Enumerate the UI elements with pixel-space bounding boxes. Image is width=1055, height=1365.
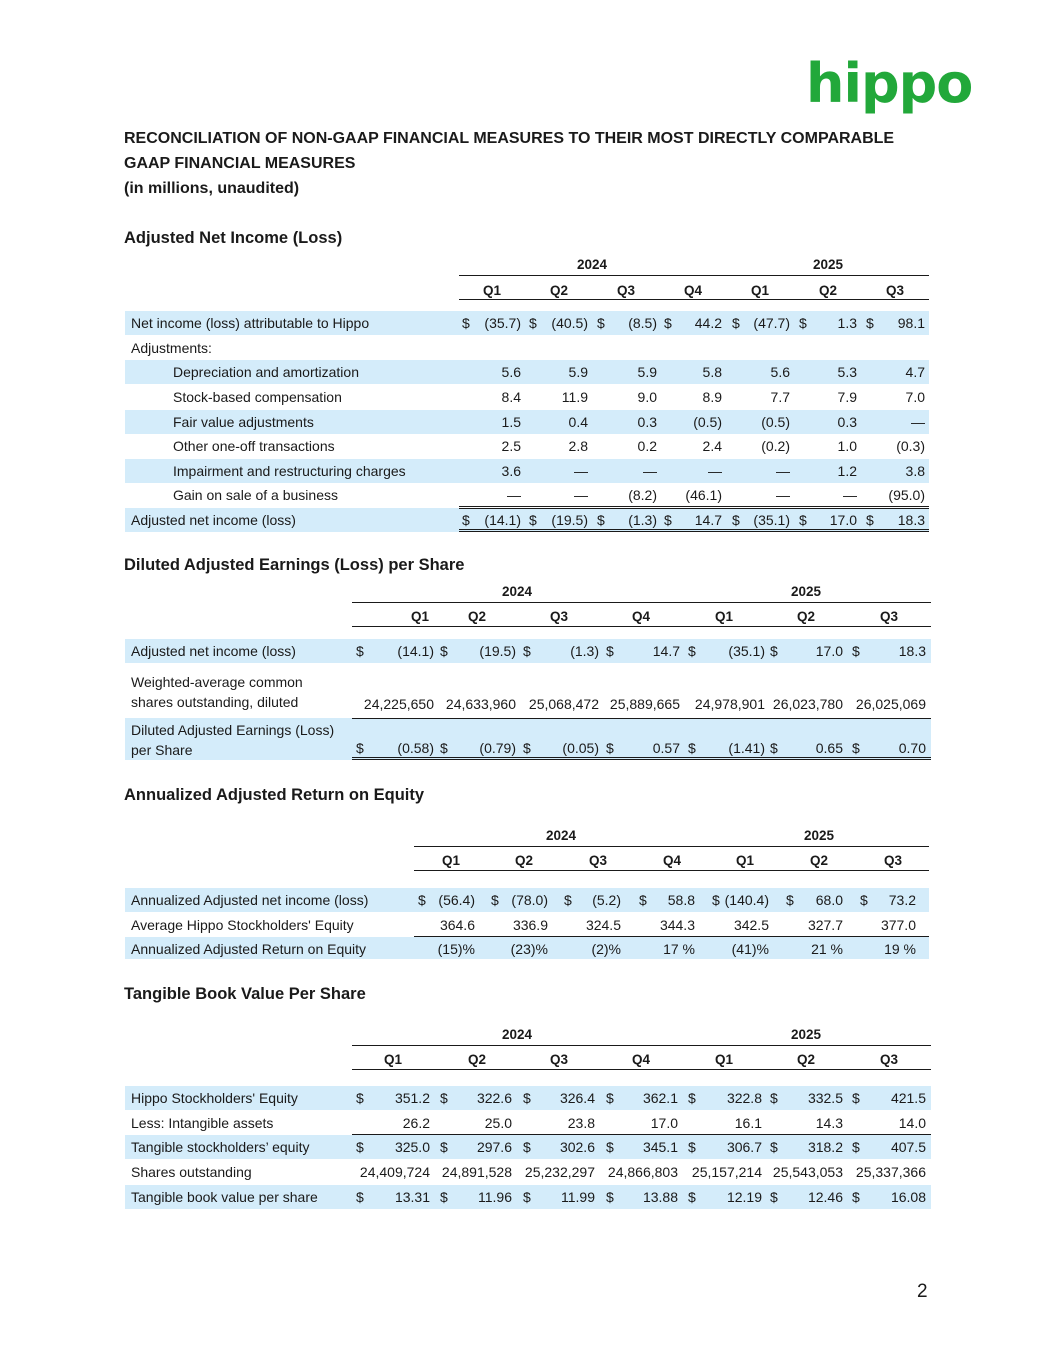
- header-rule: [352, 1069, 931, 1070]
- total-underline: [459, 508, 929, 509]
- value-cell: 98.1: [897, 315, 925, 331]
- value-cell: 14.7: [694, 512, 722, 528]
- value-cell: 26,025,069: [855, 696, 926, 712]
- table-row: [125, 434, 929, 458]
- value-cell: 345.1: [642, 1139, 678, 1155]
- table-row: [125, 718, 931, 760]
- value-cell: 0.57: [652, 740, 680, 756]
- value-cell: 0.4: [568, 414, 588, 430]
- dollar-sign: $: [688, 1090, 696, 1106]
- row-label: Stock-based compensation: [173, 389, 342, 405]
- dollar-sign: $: [440, 1090, 448, 1106]
- quarter-header: Q3: [588, 853, 607, 868]
- quarter-header: Q2: [467, 609, 486, 624]
- dollar-sign: $: [770, 643, 778, 659]
- dollar-sign: $: [597, 315, 605, 331]
- value-cell: (0.2): [761, 438, 790, 454]
- value-cell: 68.0: [815, 892, 843, 908]
- value-cell: 12.19: [726, 1189, 762, 1205]
- value-cell: 21 %: [811, 941, 843, 957]
- value-cell: 14.0: [898, 1115, 926, 1131]
- dollar-sign: $: [852, 1189, 860, 1205]
- value-cell: 7.7: [770, 389, 790, 405]
- table-row: [125, 1135, 931, 1159]
- row-label-line: Weighted-average common: [131, 674, 303, 690]
- value-cell: 18.3: [898, 643, 926, 659]
- dollar-sign: $: [529, 512, 537, 528]
- dollar-sign: $: [523, 1189, 531, 1205]
- dollar-sign: $: [770, 1139, 778, 1155]
- table-row: [125, 360, 929, 384]
- value-cell: —: [643, 463, 657, 479]
- row-label: Tangible stockholders’ equity: [131, 1139, 310, 1155]
- value-cell: 336.9: [512, 917, 548, 933]
- row-label: Hippo Stockholders' Equity: [131, 1090, 298, 1106]
- value-cell: 1.3: [837, 315, 857, 331]
- dollar-sign: $: [664, 512, 672, 528]
- table-row: [125, 385, 929, 409]
- row-label: Adjusted net income (loss): [131, 643, 296, 659]
- dollar-sign: $: [462, 512, 470, 528]
- double-underline: [352, 757, 931, 760]
- value-cell: (0.5): [693, 414, 722, 430]
- value-cell: (0.3): [896, 438, 925, 454]
- title-line-1: RECONCILIATION OF NON-GAAP FINANCIAL MEASURES TO THEIR MOST DIRECTLY COMPARABLE: [124, 130, 895, 147]
- table-row: [125, 483, 929, 507]
- dollar-sign: $: [529, 315, 537, 331]
- value-cell: 332.5: [807, 1090, 843, 1106]
- value-cell: 16.08: [890, 1189, 926, 1205]
- value-cell: 407.5: [890, 1139, 926, 1155]
- table-row: [125, 1086, 931, 1110]
- header-rule: [352, 626, 931, 627]
- value-cell: (78.0): [511, 892, 548, 908]
- dollar-sign: $: [356, 1189, 364, 1205]
- value-cell: 4.7: [905, 364, 925, 380]
- value-cell: 325.0: [394, 1139, 430, 1155]
- value-cell: 17 %: [663, 941, 695, 957]
- value-cell: 25.0: [484, 1115, 512, 1131]
- quarter-header: Q2: [467, 1052, 486, 1067]
- row-label: [131, 720, 334, 760]
- year-label: 2025: [790, 1027, 822, 1042]
- dollar-sign: $: [688, 643, 696, 659]
- value-cell: (0.79): [479, 740, 516, 756]
- value-cell: (14.1): [484, 512, 521, 528]
- row-label-line: shares outstanding, diluted: [131, 694, 299, 710]
- dollar-sign: $: [356, 1090, 364, 1106]
- row-label: Average Hippo Stockholders' Equity: [131, 917, 354, 933]
- value-cell: 24,866,803: [607, 1164, 678, 1180]
- dollar-sign: $: [770, 1090, 778, 1106]
- quarter-header: Q2: [549, 283, 568, 298]
- row-label: Shares outstanding: [131, 1164, 252, 1180]
- value-cell: 344.3: [659, 917, 695, 933]
- row-label: Net income (loss) attributable to Hippo: [131, 315, 370, 331]
- quarter-header: Q1: [714, 609, 733, 624]
- value-cell: 24,409,724: [359, 1164, 430, 1180]
- total-underline: [352, 718, 931, 719]
- table-row: [125, 937, 929, 959]
- value-cell: (5.2): [592, 892, 621, 908]
- value-cell: (1.41): [728, 740, 765, 756]
- value-cell: —: [843, 487, 857, 503]
- value-cell: (35.1): [753, 512, 790, 528]
- value-cell: 25,068,472: [528, 696, 599, 712]
- quarter-header: Q1: [482, 283, 501, 298]
- value-cell: (2)%: [591, 941, 621, 957]
- table-row: [125, 410, 929, 434]
- quarter-header: Q3: [549, 1052, 568, 1067]
- value-cell: 0.65: [815, 740, 843, 756]
- row-label: Annualized Adjusted net income (loss): [131, 892, 369, 908]
- header-rule: [459, 275, 929, 276]
- year-label: 2025: [803, 828, 835, 843]
- year-label: 2024: [501, 1027, 533, 1042]
- dollar-sign: $: [770, 1189, 778, 1205]
- value-cell: (41)%: [731, 941, 769, 957]
- value-cell: —: [574, 487, 588, 503]
- year-label: 2024: [501, 584, 533, 599]
- table-row: [125, 888, 929, 912]
- quarter-header: Q1: [383, 1052, 402, 1067]
- dollar-sign: $: [418, 892, 426, 908]
- dollar-sign: $: [732, 315, 740, 331]
- header-rule: [352, 1045, 931, 1046]
- value-cell: 306.7: [726, 1139, 762, 1155]
- value-cell: 302.6: [559, 1139, 595, 1155]
- value-cell: (1.3): [628, 512, 657, 528]
- value-cell: 327.7: [807, 917, 843, 933]
- table-row: [125, 639, 931, 663]
- value-cell: (0.5): [761, 414, 790, 430]
- value-cell: 25,232,297: [524, 1164, 595, 1180]
- value-cell: 25,157,214: [691, 1164, 762, 1180]
- dollar-sign: $: [799, 315, 807, 331]
- value-cell: 2.4: [702, 438, 722, 454]
- quarter-header: Q2: [796, 609, 815, 624]
- value-cell: —: [574, 463, 588, 479]
- value-cell: (14.1): [397, 643, 434, 659]
- value-cell: 19 %: [884, 941, 916, 957]
- value-cell: 18.3: [897, 512, 925, 528]
- quarter-header: Q3: [549, 609, 568, 624]
- value-cell: 5.9: [637, 364, 657, 380]
- value-cell: 58.8: [667, 892, 695, 908]
- value-cell: 24,978,901: [694, 696, 765, 712]
- value-cell: 3.6: [501, 463, 521, 479]
- value-cell: (95.0): [888, 487, 925, 503]
- quarter-header: Q4: [662, 853, 681, 868]
- value-cell: 324.5: [585, 917, 621, 933]
- dollar-sign: $: [606, 1090, 614, 1106]
- quarter-header: Q1: [714, 1052, 733, 1067]
- dollar-sign: $: [712, 892, 720, 908]
- value-cell: 326.4: [559, 1090, 595, 1106]
- dollar-sign: $: [440, 1189, 448, 1205]
- table-row: [125, 311, 929, 335]
- value-cell: (40.5): [551, 315, 588, 331]
- dollar-sign: $: [440, 1139, 448, 1155]
- section-title: Tangible Book Value Per Share: [124, 985, 366, 1003]
- document-title: [124, 126, 944, 201]
- value-cell: 25,543,053: [772, 1164, 843, 1180]
- row-label: Depreciation and amortization: [173, 364, 359, 380]
- value-cell: (19.5): [479, 643, 516, 659]
- value-cell: 8.4: [501, 389, 521, 405]
- row-label-line: per Share: [131, 742, 193, 758]
- quarter-header: Q1: [735, 853, 754, 868]
- dollar-sign: $: [852, 740, 860, 756]
- dollar-sign: $: [866, 315, 874, 331]
- dollar-sign: $: [639, 892, 647, 908]
- value-cell: 17.0: [650, 1115, 678, 1131]
- value-cell: 13.88: [642, 1189, 678, 1205]
- value-cell: 11.99: [561, 1189, 595, 1205]
- dollar-sign: $: [866, 512, 874, 528]
- header-rule: [352, 602, 931, 603]
- value-cell: 16.1: [734, 1115, 762, 1131]
- value-cell: —: [911, 414, 925, 430]
- value-cell: 3.8: [905, 463, 925, 479]
- dollar-sign: $: [688, 740, 696, 756]
- dollar-sign: $: [770, 740, 778, 756]
- row-label: Adjustments:: [131, 340, 212, 356]
- row-label: Adjusted net income (loss): [131, 512, 296, 528]
- dollar-sign: $: [606, 740, 614, 756]
- value-cell: 8.9: [702, 389, 722, 405]
- value-cell: (35.7): [484, 315, 521, 331]
- dollar-sign: $: [462, 315, 470, 331]
- double-underline: [459, 529, 929, 532]
- value-cell: 11.9: [561, 389, 588, 405]
- dollar-sign: $: [799, 512, 807, 528]
- value-cell: (23)%: [510, 941, 548, 957]
- value-cell: (1.3): [570, 643, 599, 659]
- value-cell: 25,337,366: [855, 1164, 926, 1180]
- value-cell: 5.6: [770, 364, 790, 380]
- section-title: Diluted Adjusted Earnings (Loss) per Share: [124, 556, 465, 574]
- value-cell: 297.6: [476, 1139, 512, 1155]
- table-row: [125, 670, 931, 716]
- value-cell: 5.3: [837, 364, 857, 380]
- dollar-sign: $: [860, 892, 868, 908]
- dollar-sign: $: [606, 1139, 614, 1155]
- value-cell: 5.6: [501, 364, 521, 380]
- quarter-header: Q1: [441, 853, 460, 868]
- value-cell: 24,633,960: [445, 696, 516, 712]
- dollar-sign: $: [732, 512, 740, 528]
- value-cell: 7.9: [837, 389, 857, 405]
- year-label: 2024: [576, 257, 608, 272]
- value-cell: (8.5): [628, 315, 657, 331]
- value-cell: (47.7): [753, 315, 790, 331]
- value-cell: (8.2): [628, 487, 657, 503]
- row-label: Annualized Adjusted Return on Equity: [131, 941, 367, 957]
- value-cell: (140.4): [724, 892, 769, 908]
- value-cell: —: [507, 487, 521, 503]
- title-line-2: GAAP FINANCIAL MEASURES: [124, 155, 356, 172]
- value-cell: 26,023,780: [772, 696, 843, 712]
- value-cell: —: [776, 463, 790, 479]
- quarter-header: Q3: [885, 283, 904, 298]
- value-cell: 318.2: [807, 1139, 843, 1155]
- table-row: [125, 459, 929, 483]
- value-cell: 322.6: [476, 1090, 512, 1106]
- dollar-sign: $: [523, 1139, 531, 1155]
- value-cell: 23.8: [567, 1115, 595, 1131]
- dollar-sign: $: [852, 1139, 860, 1155]
- year-label: 2024: [545, 828, 577, 843]
- section-title: Annualized Adjusted Return on Equity: [124, 786, 425, 804]
- dollar-sign: $: [564, 892, 572, 908]
- value-cell: 14.3: [815, 1115, 843, 1131]
- value-cell: 1.5: [501, 414, 521, 430]
- value-cell: 24,891,528: [441, 1164, 512, 1180]
- quarter-header: Q3: [879, 609, 898, 624]
- row-label-line: Diluted Adjusted Earnings (Loss): [131, 722, 335, 738]
- value-cell: 25,889,665: [609, 696, 680, 712]
- dollar-sign: $: [606, 643, 614, 659]
- value-cell: —: [708, 463, 722, 479]
- quarter-header: Q2: [514, 853, 533, 868]
- quarter-header: Q3: [883, 853, 902, 868]
- value-cell: 5.9: [568, 364, 588, 380]
- value-cell: 44.2: [694, 315, 722, 331]
- quarter-header: Q2: [796, 1052, 815, 1067]
- quarter-header: Q4: [631, 1052, 650, 1067]
- quarter-header: Q2: [809, 853, 828, 868]
- value-cell: (15)%: [437, 941, 475, 957]
- value-cell: —: [776, 487, 790, 503]
- value-cell: (19.5): [551, 512, 588, 528]
- value-cell: 24,225,650: [363, 696, 434, 712]
- value-cell: 0.3: [637, 414, 657, 430]
- page-number: 2: [917, 1281, 928, 1302]
- dollar-sign: $: [688, 1189, 696, 1205]
- row-label: Impairment and restructuring charges: [173, 463, 406, 479]
- value-cell: 5.8: [702, 364, 722, 380]
- quarter-header: Q4: [683, 283, 702, 298]
- dollar-sign: $: [664, 315, 672, 331]
- dollar-sign: $: [597, 512, 605, 528]
- title-line-3: (in millions, unaudited): [124, 180, 300, 197]
- value-cell: 7.0: [905, 389, 925, 405]
- dollar-sign: $: [356, 1139, 364, 1155]
- value-cell: 73.2: [888, 892, 916, 908]
- value-cell: 342.5: [733, 917, 769, 933]
- dollar-sign: $: [688, 1139, 696, 1155]
- value-cell: 0.2: [637, 438, 657, 454]
- value-cell: 421.5: [890, 1090, 926, 1106]
- table-row: [125, 1185, 931, 1209]
- header-rule: [459, 299, 929, 300]
- dollar-sign: $: [606, 1189, 614, 1205]
- quarter-header: Q1: [410, 609, 429, 624]
- value-cell: 13.31: [394, 1189, 430, 1205]
- value-cell: 17.0: [815, 643, 843, 659]
- value-cell: 14.7: [652, 643, 680, 659]
- value-cell: 17.0: [829, 512, 857, 528]
- dollar-sign: $: [491, 892, 499, 908]
- quarter-header: Q2: [818, 283, 837, 298]
- value-cell: 0.70: [898, 740, 926, 756]
- value-cell: (0.58): [397, 740, 434, 756]
- dollar-sign: $: [356, 740, 364, 756]
- dollar-sign: $: [440, 740, 448, 756]
- row-label: Other one-off transactions: [173, 438, 335, 454]
- value-cell: (35.1): [728, 643, 765, 659]
- value-cell: 0.3: [837, 414, 857, 430]
- header-rule: [414, 846, 929, 847]
- table-row: [125, 1111, 931, 1135]
- hippo-logo: hippo: [806, 52, 973, 115]
- row-label: Gain on sale of a business: [173, 487, 338, 503]
- value-cell: 351.2: [394, 1090, 430, 1106]
- row-label: Fair value adjustments: [173, 414, 314, 430]
- value-cell: 322.8: [726, 1090, 762, 1106]
- dollar-sign: $: [786, 892, 794, 908]
- total-underline: [459, 506, 929, 507]
- row-label: [131, 672, 303, 712]
- quarter-header: Q3: [616, 283, 635, 298]
- dollar-sign: $: [523, 1090, 531, 1106]
- value-cell: 1.0: [837, 438, 857, 454]
- table-row: [125, 1160, 931, 1184]
- year-label: 2025: [812, 257, 844, 272]
- dollar-sign: $: [523, 643, 531, 659]
- dollar-sign: $: [852, 1090, 860, 1106]
- value-cell: (56.4): [438, 892, 475, 908]
- quarter-header: Q3: [879, 1052, 898, 1067]
- quarter-header: Q1: [750, 283, 769, 298]
- value-cell: 362.1: [642, 1090, 678, 1106]
- section-title: Adjusted Net Income (Loss): [124, 229, 343, 247]
- value-cell: (0.05): [562, 740, 599, 756]
- value-cell: (46.1): [685, 487, 722, 503]
- value-cell: 377.0: [880, 917, 916, 933]
- dollar-sign: $: [852, 643, 860, 659]
- value-cell: 9.0: [637, 389, 657, 405]
- table-row: [125, 336, 929, 360]
- quarter-header: Q4: [631, 609, 650, 624]
- value-cell: 2.8: [568, 438, 588, 454]
- value-cell: 1.2: [837, 463, 857, 479]
- dollar-sign: $: [356, 643, 364, 659]
- value-cell: 2.5: [501, 438, 521, 454]
- value-cell: 11.96: [478, 1189, 512, 1205]
- year-label: 2025: [790, 584, 822, 599]
- header-rule: [414, 870, 929, 871]
- row-label: Tangible book value per share: [131, 1189, 318, 1205]
- dollar-sign: $: [523, 740, 531, 756]
- value-cell: 26.2: [402, 1115, 430, 1131]
- value-cell: 12.46: [807, 1189, 843, 1205]
- value-cell: 364.6: [439, 917, 475, 933]
- dollar-sign: $: [440, 643, 448, 659]
- table-row: [125, 913, 929, 937]
- row-label: Less: Intangible assets: [131, 1115, 274, 1131]
